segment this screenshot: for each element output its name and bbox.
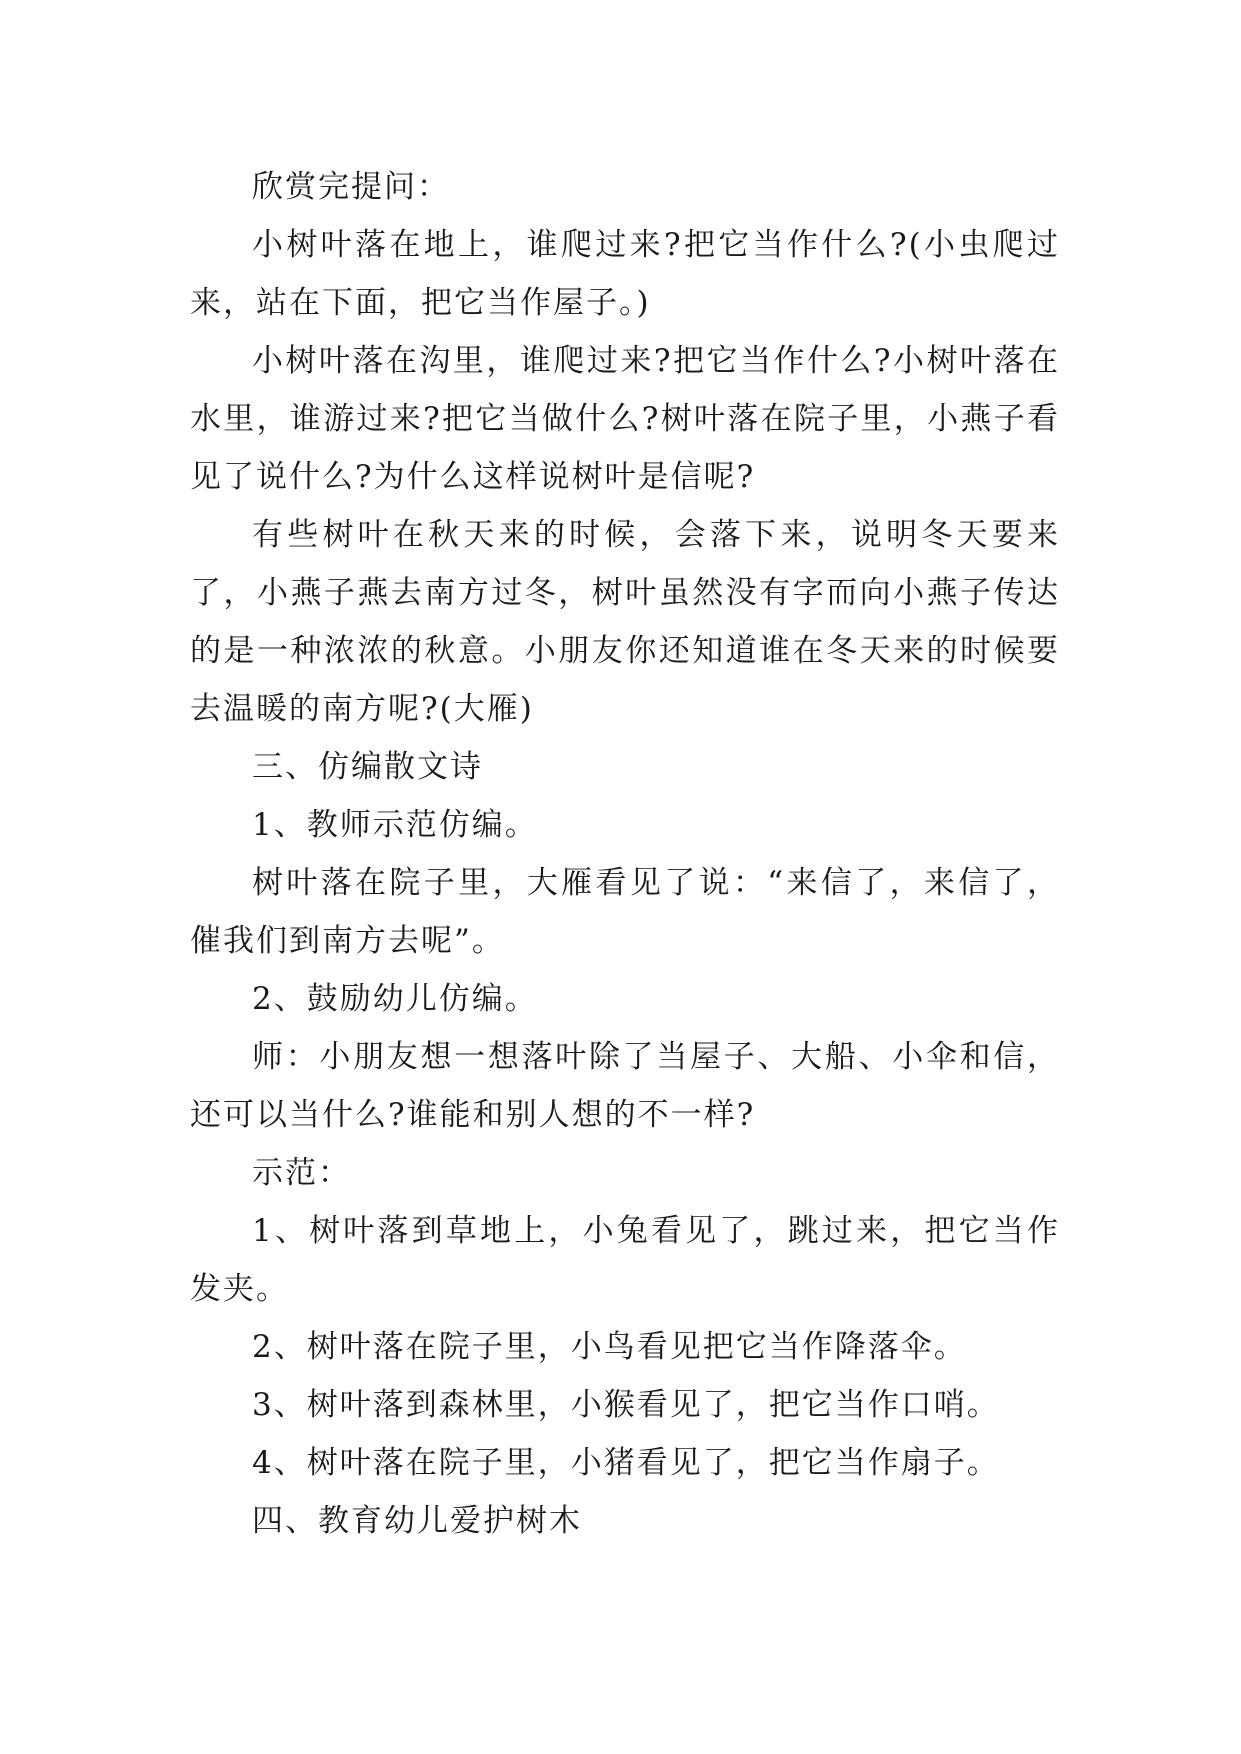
paragraph: 1、教师示范仿编。 xyxy=(252,807,538,843)
paragraph: 有些树叶在秋天来的时候，会落下来，说明冬天要来了，小燕子燕去南方过冬，树叶虽然没有字而向小燕子传达的是一种浓浓的秋意。小朋友你还知道谁在冬天来的时候要去温暖的南方呢?(大雁) xyxy=(190,517,1060,727)
paragraph: 2、鼓励幼儿仿编。 xyxy=(252,981,538,1017)
list-item: 2、树叶落在院子里，小鸟看见把它当作降落伞。 xyxy=(252,1329,967,1365)
list-item: 3、树叶落到森林里，小猴看见了，把它当作口哨。 xyxy=(252,1387,1000,1423)
document-body xyxy=(190,158,1060,1550)
paragraph: 小树叶落在沟里，谁爬过来?把它当作什么?小树叶落在水里，谁游过来?把它当做什么?树叶落在院子里，小燕子看见了说什么?为什么这样说树叶是信呢? xyxy=(190,343,1060,495)
paragraph: 树叶落在院子里，大雁看见了说：“来信了，来信了，催我们到南方去呢”。 xyxy=(190,865,1060,959)
list-item: 4、树叶落在院子里，小猪看见了，把它当作扇子。 xyxy=(252,1445,1000,1481)
paragraph: 小树叶落在地上，谁爬过来?把它当作什么?(小虫爬过来，站在下面，把它当作屋子。) xyxy=(190,227,1060,321)
list-item: 1、树叶落到草地上，小兔看见了，跳过来，把它当作发夹。 xyxy=(190,1213,1060,1307)
section-heading: 三、仿编散文诗 xyxy=(252,749,483,785)
paragraph: 欣赏完提问： xyxy=(252,169,450,205)
paragraph: 示范： xyxy=(252,1155,351,1191)
paragraph: 师：小朋友想一想落叶除了当屋子、大船、小伞和信，还可以当什么?谁能和别人想的不一样? xyxy=(190,1039,1060,1133)
section-heading: 四、教育幼儿爱护树木 xyxy=(252,1503,582,1539)
